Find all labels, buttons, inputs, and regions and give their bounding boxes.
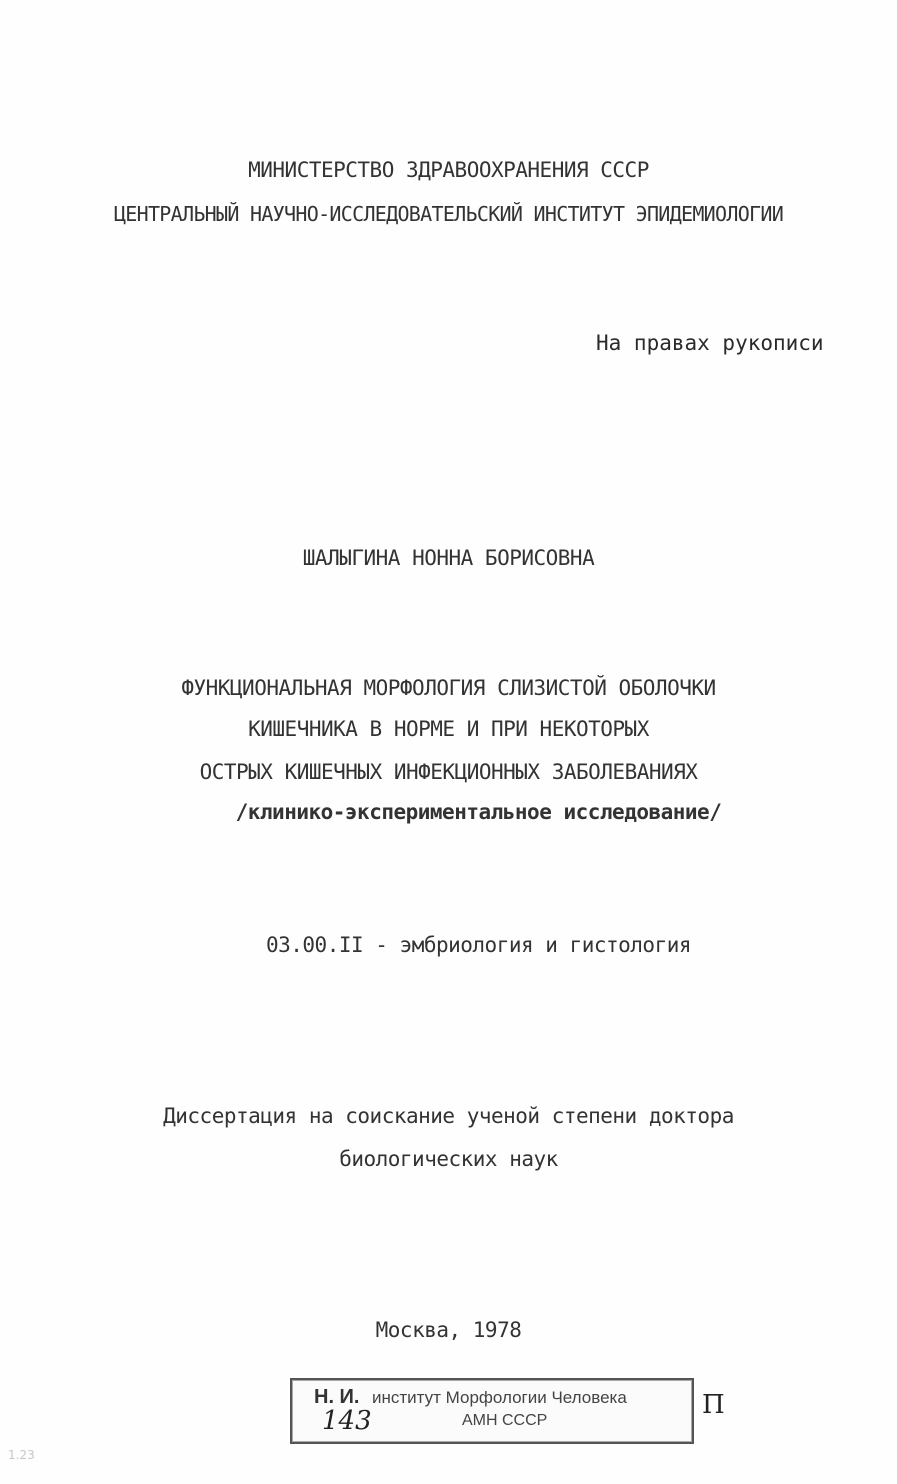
rights-note: На правах рукописи xyxy=(596,331,824,355)
institute-heading: ЦЕНТРАЛЬНЫЙ НАУЧНО-ИССЛЕДОВАТЕЛЬСКИЙ ИНСТИТУТ ЭПИДЕМИОЛОГИИ xyxy=(113,202,784,226)
library-stamp xyxy=(290,1378,694,1444)
stamp-initials: Н. И. xyxy=(314,1386,360,1408)
title-line-2: КИШЕЧНИКА В НОРМЕ И ПРИ НЕКОТОРЫХ xyxy=(248,717,649,741)
place-year: Москва, 1978 xyxy=(375,1318,522,1342)
title-line-1: ФУНКЦИОНАЛЬНАЯ МОРФОЛОГИЯ СЛИЗИСТОЙ ОБОЛОЧКИ xyxy=(181,676,716,700)
margin-mark: 1.23 xyxy=(8,1448,35,1462)
author-name: ШАЛЫГИНА НОННА БОРИСОВНА xyxy=(302,546,595,570)
title-line-3: ОСТРЫХ КИШЕЧНЫХ ИНФЕКЦИОННЫХ ЗАБОЛЕВАНИЯХ xyxy=(199,760,698,784)
title-subtitle: /клинико-экспериментальное исследование/ xyxy=(235,800,722,824)
stamp-academy-name: АМН СССР xyxy=(462,1412,548,1429)
ministry-heading: МИНИСТЕРСТВО ЗДРАВООХРАНЕНИЯ СССР xyxy=(248,158,649,182)
degree-line-1: Диссертация на соискание ученой степени доктора xyxy=(163,1104,734,1128)
side-handwritten-mark: П xyxy=(702,1390,725,1420)
stamp-handwritten-number: 143 xyxy=(322,1406,372,1436)
stamp-institute-name: институт Морфологии Человека xyxy=(372,1388,627,1407)
degree-line-2: биологических наук xyxy=(339,1147,558,1171)
specialty-code: 03.00.II - эмбриология и гистология xyxy=(265,933,691,957)
